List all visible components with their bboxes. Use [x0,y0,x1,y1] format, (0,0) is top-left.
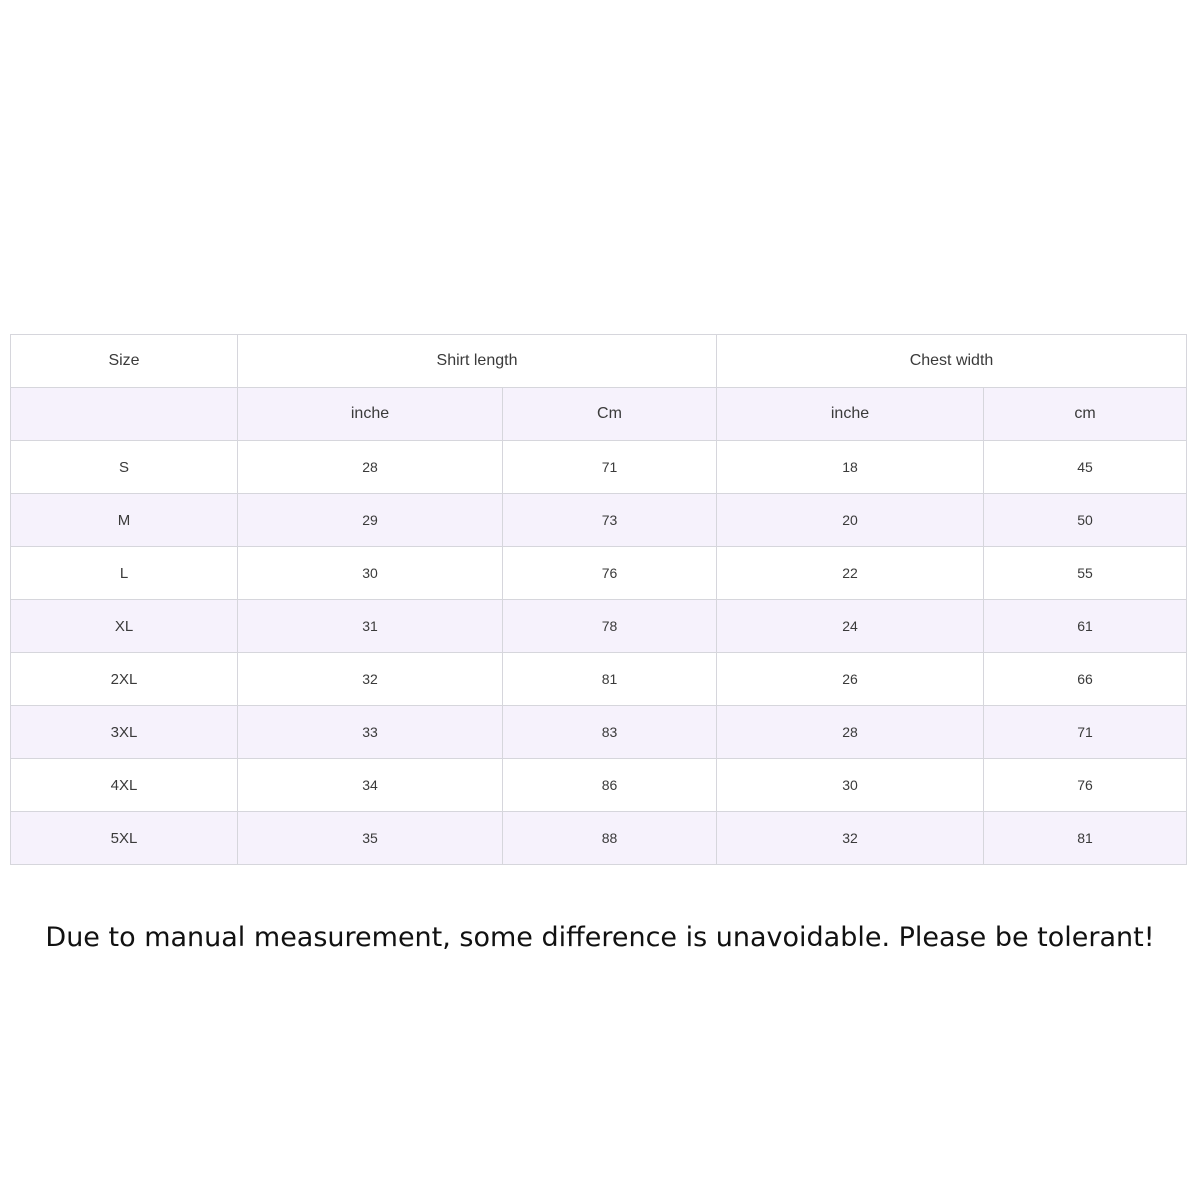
table-row [11,812,1187,865]
size-cell: 5XL [11,812,238,865]
header-shirt-length: Shirt length [238,335,717,388]
header-size: Size [11,335,238,388]
length-inch-cell: 35 [238,812,503,865]
size-cell: XL [11,600,238,653]
chest-inch-cell: 20 [717,494,984,547]
table-row [11,441,1187,494]
chest-cm-cell: 55 [984,547,1187,600]
subheader-length-inch: inche [238,388,503,441]
table-row [11,706,1187,759]
chest-cm-cell: 76 [984,759,1187,812]
chest-inch-cell: 30 [717,759,984,812]
length-inch-cell: 28 [238,441,503,494]
length-inch-cell: 34 [238,759,503,812]
chest-cm-cell: 66 [984,653,1187,706]
chest-cm-cell: 45 [984,441,1187,494]
chest-inch-cell: 18 [717,441,984,494]
size-cell: 3XL [11,706,238,759]
table-row [11,600,1187,653]
length-inch-cell: 29 [238,494,503,547]
length-cm-cell: 71 [503,441,717,494]
chest-cm-cell: 81 [984,812,1187,865]
chest-inch-cell: 28 [717,706,984,759]
size-cell: L [11,547,238,600]
size-cell: S [11,441,238,494]
length-cm-cell: 88 [503,812,717,865]
table-row [11,547,1187,600]
subheader-row [11,388,1187,441]
chest-inch-cell: 22 [717,547,984,600]
header-row [11,335,1187,388]
length-cm-cell: 83 [503,706,717,759]
length-inch-cell: 31 [238,600,503,653]
length-cm-cell: 76 [503,547,717,600]
length-inch-cell: 32 [238,653,503,706]
chest-cm-cell: 50 [984,494,1187,547]
table-row [11,494,1187,547]
chest-inch-cell: 26 [717,653,984,706]
table-row [11,759,1187,812]
length-inch-cell: 30 [238,547,503,600]
size-cell: 2XL [11,653,238,706]
length-cm-cell: 78 [503,600,717,653]
subheader-size [11,388,238,441]
length-cm-cell: 86 [503,759,717,812]
length-cm-cell: 73 [503,494,717,547]
chest-cm-cell: 71 [984,706,1187,759]
header-chest-width: Chest width [717,335,1187,388]
table-row [11,653,1187,706]
chest-inch-cell: 24 [717,600,984,653]
length-inch-cell: 33 [238,706,503,759]
size-cell: M [11,494,238,547]
chest-inch-cell: 32 [717,812,984,865]
size-chart-table [10,334,1187,865]
subheader-chest-cm: cm [984,388,1187,441]
subheader-length-cm: Cm [503,388,717,441]
length-cm-cell: 81 [503,653,717,706]
subheader-chest-inch: inche [717,388,984,441]
size-cell: 4XL [11,759,238,812]
chest-cm-cell: 61 [984,600,1187,653]
measurement-note: Due to manual measurement, some difference is unavoidable. Please be tolerant! [45,922,1155,953]
